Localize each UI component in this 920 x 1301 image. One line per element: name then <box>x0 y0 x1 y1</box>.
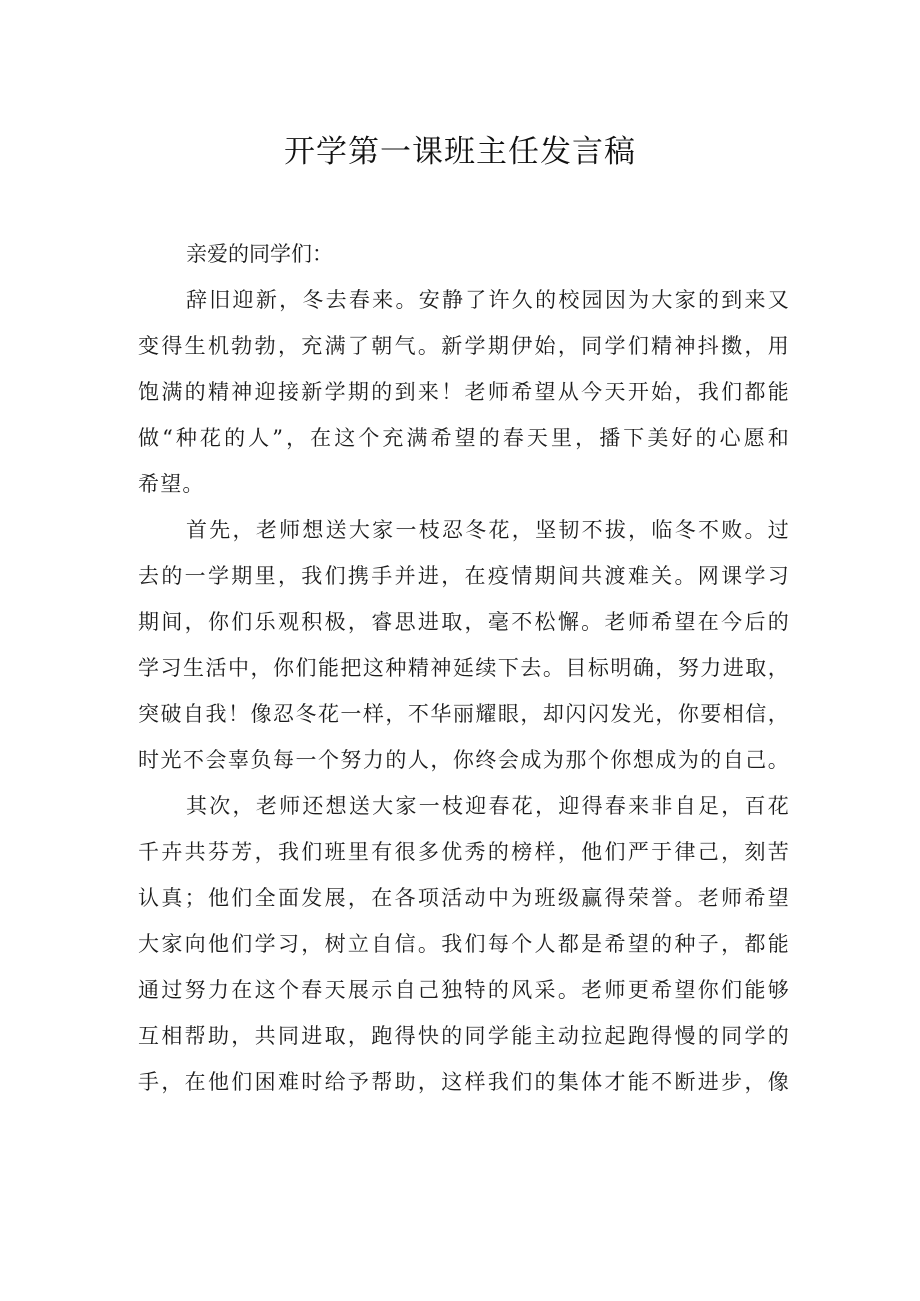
text-line: 做“种花的人”，在这个充满希望的春天里，播下美好的心愿和 <box>138 426 790 450</box>
text-line: 期间，你们乐观积极，睿思进取，毫不松懈。老师希望在今后的 <box>138 610 790 634</box>
text-line: 去的一学期里，我们携手并进，在疫情期间共渡难关。网课学习 <box>138 564 790 588</box>
paragraph-2 <box>138 507 790 783</box>
text-line: 大家向他们学习，树立自信。我们每个人都是希望的种子，都能 <box>138 932 790 956</box>
text-line: 饱满的精神迎接新学期的到来！老师希望从今天开始，我们都能 <box>138 380 790 404</box>
text-line: 首先，老师想送大家一枝忍冬花，坚韧不拔，临冬不败。过 <box>186 518 790 542</box>
text-line: 希望。 <box>138 472 205 496</box>
paragraph-3 <box>138 783 790 1105</box>
text-line: 认真；他们全面发展，在各项活动中为班级赢得荣誉。老师希望 <box>138 886 790 910</box>
document-title: 开学第一课班主任发言稿 <box>284 134 636 170</box>
text-line: 突破自我！像忍冬花一样，不华丽耀眼，却闪闪发光，你要相信， <box>138 702 790 726</box>
text-line: 互相帮助，共同进取，跑得快的同学能主动拉起跑得慢的同学的 <box>138 1024 790 1048</box>
salutation: 亲爱的同学们： <box>186 242 333 266</box>
text-line: 手，在他们困难时给予帮助，这样我们的集体才能不断进步，像 <box>138 1070 790 1094</box>
document-body <box>138 231 790 1105</box>
text-line: 变得生机勃勃，充满了朝气。新学期伊始，同学们精神抖擞，用 <box>138 334 790 358</box>
text-line: 学习生活中，你们能把这种精神延续下去。目标明确，努力进取， <box>138 656 790 680</box>
text-line: 通过努力在这个春天展示自己独特的风采。老师更希望你们能够 <box>138 978 790 1002</box>
text-line: 辞旧迎新，冬去春来。安静了许久的校园因为大家的到来又 <box>186 288 790 312</box>
text-line: 其次，老师还想送大家一枝迎春花，迎得春来非自足，百花 <box>186 794 790 818</box>
paragraph-1 <box>138 277 790 507</box>
text-line: 时光不会辜负每一个努力的人，你终会成为那个你想成为的自己。 <box>138 748 790 772</box>
text-line: 千卉共芬芳，我们班里有很多优秀的榜样，他们严于律己，刻苦 <box>138 840 790 864</box>
